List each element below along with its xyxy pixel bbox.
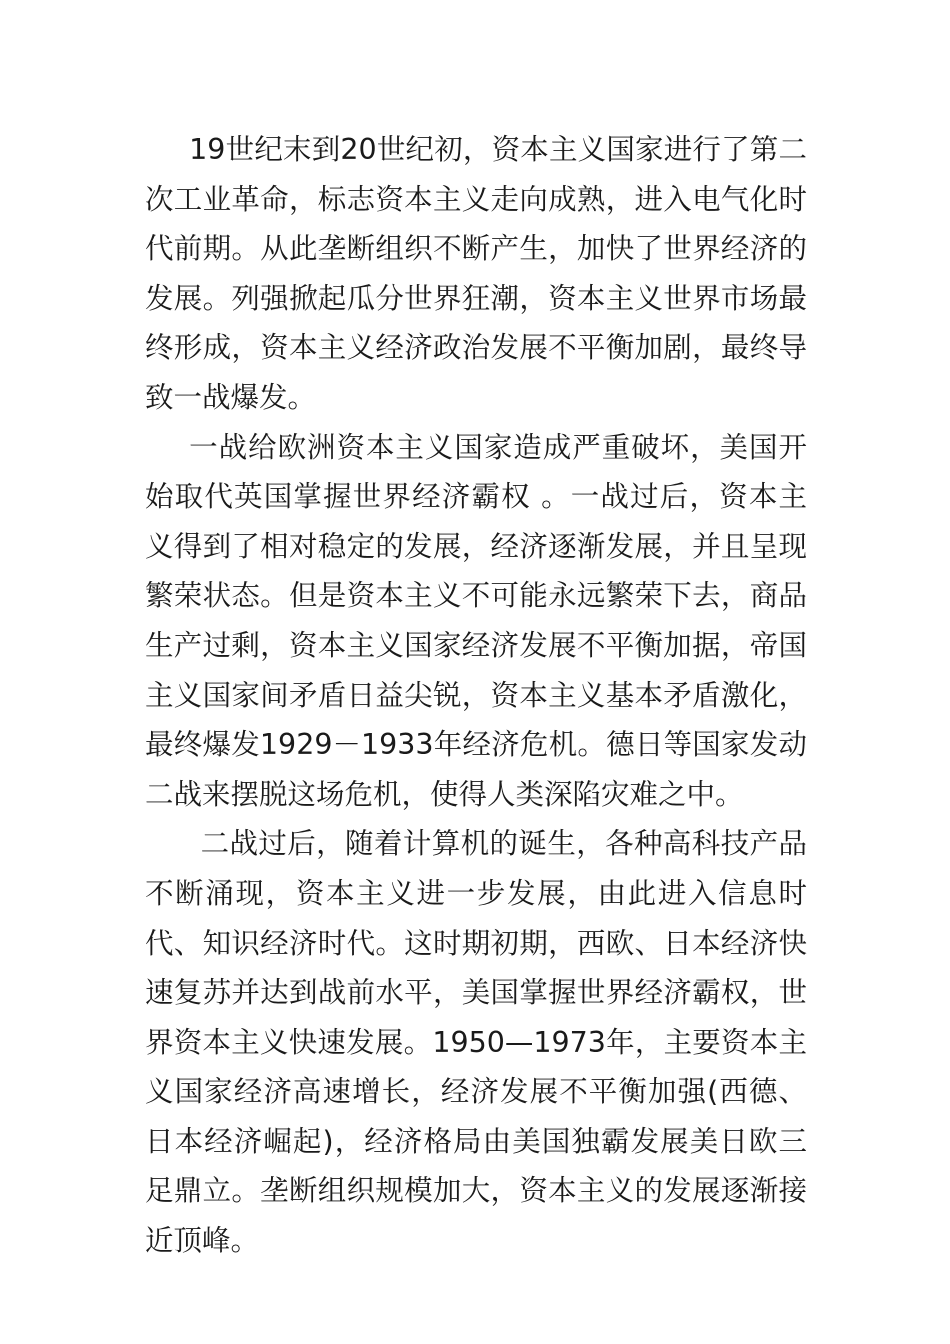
paragraph-second-industrial-revolution: 19世纪末到20世纪初，资本主义国家进行了第二次工业革命，标志资本主义走向成熟，进入电气化时代前期。从此垄断组织不断产生，加快了世界经济的发展。列强掀起瓜分世界狂潮，资本主义世界市场最终形成，资本主义经济政治发展不平衡加剧，最终导致一战爆发。: [145, 133, 807, 414]
document-body: [145, 125, 807, 1266]
paragraph-world-war-one-era: 一战给欧洲资本主义国家造成严重破坏，美国开始取代英国掌握世界经济霸权 。一战过后，资本主义得到了相对稳定的发展，经济逐渐发展，并且呈现繁荣状态。但是资本主义不可能永远繁荣下去，商品生产过剩，资本主义国家经济发展不平衡加据，帝国主义国家间矛盾日益尖锐，资本主义基本矛盾激化，最终爆发1929－1933年经济危机。德日等国家发动二战来摆脱这场危机，使得人类深陷灾难之中。: [145, 430, 807, 811]
paragraph-post-world-war-two-era: 二战过后，随着计算机的诞生，各种高科技产品不断涌现，资本主义进一步发展，由此进入信息时代、知识经济时代。这时期初期，西欧、日本经济快速复苏并达到战前水平，美国掌握世界经济霸权，世界资本主义快速发展。1950—1973年，主要资本主义国家经济高速增长，经济发展不平衡加强(西德、日本经济崛起)，经济格局由美国独霸发展美日欧三足鼎立。垄断组织规模加大，资本主义的发展逐渐接近顶峰。: [145, 827, 807, 1258]
